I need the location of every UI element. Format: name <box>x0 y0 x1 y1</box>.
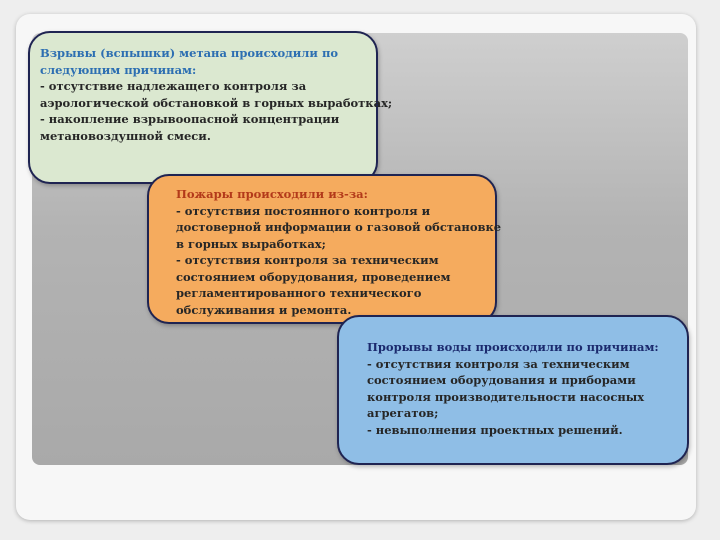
fire-body-line-2: достоверной информации о газовой обстановке <box>176 220 502 234</box>
water-inrush-causes-box <box>337 315 689 465</box>
fire-body-line-5: состоянием оборудования, проведением <box>176 269 451 284</box>
methane-explosion-causes-box <box>28 31 393 184</box>
methane-heading-line-1: Взрывы (вспышки) метана происходили по <box>40 46 339 60</box>
water-body-line-2: состоянием оборудования и приборами <box>367 373 636 387</box>
water-heading: Прорывы воды происходили по причинам: <box>367 340 659 354</box>
water-body-line-1: - отсутствия контроля за техническим <box>367 356 630 371</box>
fire-heading: Пожары происходили из-за: <box>176 187 368 201</box>
water-body-line-4: агрегатов; <box>367 406 439 420</box>
methane-body-line-4: метановоздушной смеси. <box>40 128 211 143</box>
fire-causes-box <box>147 174 502 324</box>
fire-body-line-4: - отсутствия контроля за техническим <box>176 253 439 267</box>
methane-body-line-3: - накопление взрывоопасной концентрации <box>40 112 340 126</box>
methane-body-line-1: - отсутствие надлежащего контроля за <box>40 79 307 93</box>
fire-body-line-6: регламентированного технического <box>176 286 422 300</box>
fire-body-line-1: - отсутствия постоянного контроля и <box>176 203 431 218</box>
fire-body-line-7: обслуживания и ремонта. <box>176 302 352 317</box>
water-body-line-5: - невыполнения проектных решений. <box>367 422 623 437</box>
methane-heading-line-2: следующим причинам: <box>40 62 197 77</box>
methane-body-line-2: аэрологической обстановкой в горных выработках; <box>40 95 393 110</box>
fire-body-line-3: в горных выработках; <box>176 236 326 251</box>
water-body-line-3: контроля производительности насосных <box>367 389 645 404</box>
